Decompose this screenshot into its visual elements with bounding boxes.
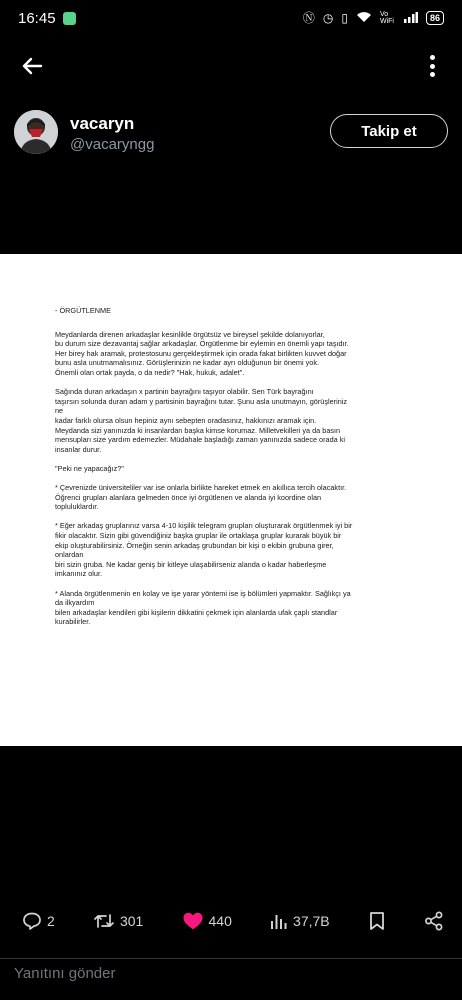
network-label: Vo WiFi [379, 11, 394, 25]
signal-icon [404, 12, 418, 25]
app-notification-icon [63, 12, 76, 25]
more-options-button[interactable] [420, 52, 444, 80]
author-row [14, 108, 448, 158]
wifi-icon [356, 11, 372, 25]
heart-icon [182, 911, 204, 931]
reply-input-placeholder[interactable]: Yanıtını gönder [14, 965, 116, 982]
retweet-button[interactable] [93, 911, 143, 931]
doc-paragraph: "Peki ne yapacağız?" [55, 463, 124, 473]
bookmark-button[interactable] [368, 911, 386, 931]
nfc-icon: Ⓝ [302, 11, 315, 25]
bookmark-icon [368, 911, 386, 931]
avatar[interactable] [14, 110, 58, 154]
battery-level: 86 [429, 13, 440, 23]
back-button[interactable] [16, 50, 48, 82]
views-count: 37,7B [293, 913, 330, 929]
retweet-count: 301 [119, 913, 144, 929]
status-time: 16:45 [18, 9, 56, 27]
doc-paragraph: * Çevrenizde üniversiteliler var ise onlarla birlikte hareket etmek en akıllıca tercih olacaktır. Öğrenci grupları alanlara gelmeden önce iyi örgütlenen ve alanda iyi koordine olan topluluklardır. [55, 483, 347, 512]
vibrate-icon: ▯ [341, 11, 348, 25]
follow-button[interactable]: Takip et [330, 114, 448, 148]
battery-icon [426, 11, 444, 25]
alarm-icon: ◷ [322, 11, 334, 25]
like-button[interactable] [182, 911, 232, 931]
reply-button[interactable] [22, 911, 55, 931]
doc-paragraph: Meydanlarda direnen arkadaşlar kesinlikle örgütsüz ve bireysel şekilde dolanıyorlar, bu durum size dezavantaj sağlar arkadaşlar. Örgütlenme bir eylemin en önemli yapı taşıdır. Her birey hak aramak, protestosunu gerçekleştirmek için orada fakat birlikten kuvvet doğar bunu asla unutmamalısınız. Görüşlerinizin ne kadar ayrı olduğunun bir önemi yok. Önemli olan ortak payda, o da nedir? "Hak, hukuk, adalet". [55, 329, 349, 377]
retweet-icon [93, 911, 115, 931]
top-nav [0, 48, 462, 84]
share-icon [424, 911, 444, 931]
doc-paragraph: * Eğer arkadaş gruplarınız varsa 4-10 kişilik telegram grupları oluşturarak örgütlenmek iyi bir fikir olacaktır. Sizin gibi güvendiğiniz başka gruplar ile ortaklaşa gruplar kurarak büyük bir ekip oluşturabilirsiniz. Örneğin senin arkadaş grubundan bir kişi o ekibin grubuna girer, onlardan biri sizin gruba. Ne kadar geniş bir kitleye ulaşabilirseniz alanda o kadar haberleşme imkanınız olur. [55, 521, 353, 579]
reply-count: 2 [47, 913, 55, 929]
tweet-image[interactable] [0, 254, 462, 746]
doc-paragraph: * Alanda örgütlenmenin en kolay ve işe yarar yöntemi ise iş bölümleri yapmaktır. Sağlıkçı ya da ilkyardım bilen arkadaşlar kendileri gibi kişilerin dikkatini çekmek için alanlarda ufak çaplı standlar kurabilirler. [55, 588, 351, 627]
display-name[interactable]: vacaryn [70, 114, 135, 133]
document-text [55, 306, 415, 637]
status-bar [0, 0, 462, 36]
tweet-actions [22, 906, 444, 936]
reply-icon [22, 911, 42, 931]
doc-paragraph: Sağında duran arkadaşın x partinin bayrağını taşıyor olabilir. Sen Türk bayrağını taşırsın solunda duran adam y partisinin bayrağını tutar. Şunu asla unutmayın, görüşleriniz ne kadar farklı olursa olsun hepiniz aynı sebepten oradasınız, hakkınızı aramak için. Meydanda sizi yanınızda ki insanlardan başka kimse korumaz. Milletvekilleri ya da basın mensupları size yardım edemezler. Müdahale başladığı zaman yanınızda sadece orada ki insanlar durur. [55, 387, 348, 454]
views-chart-icon [270, 912, 288, 930]
user-handle[interactable]: @vacaryngg [70, 136, 155, 153]
like-count: 440 [208, 913, 232, 929]
more-vertical-icon [430, 55, 435, 60]
doc-heading: - ÖRGÜTLENME [55, 306, 111, 315]
share-button[interactable] [424, 911, 444, 931]
views-button[interactable] [270, 912, 330, 930]
reply-composer[interactable] [0, 958, 462, 1000]
status-icons [303, 11, 444, 25]
arrow-left-icon [16, 50, 48, 82]
